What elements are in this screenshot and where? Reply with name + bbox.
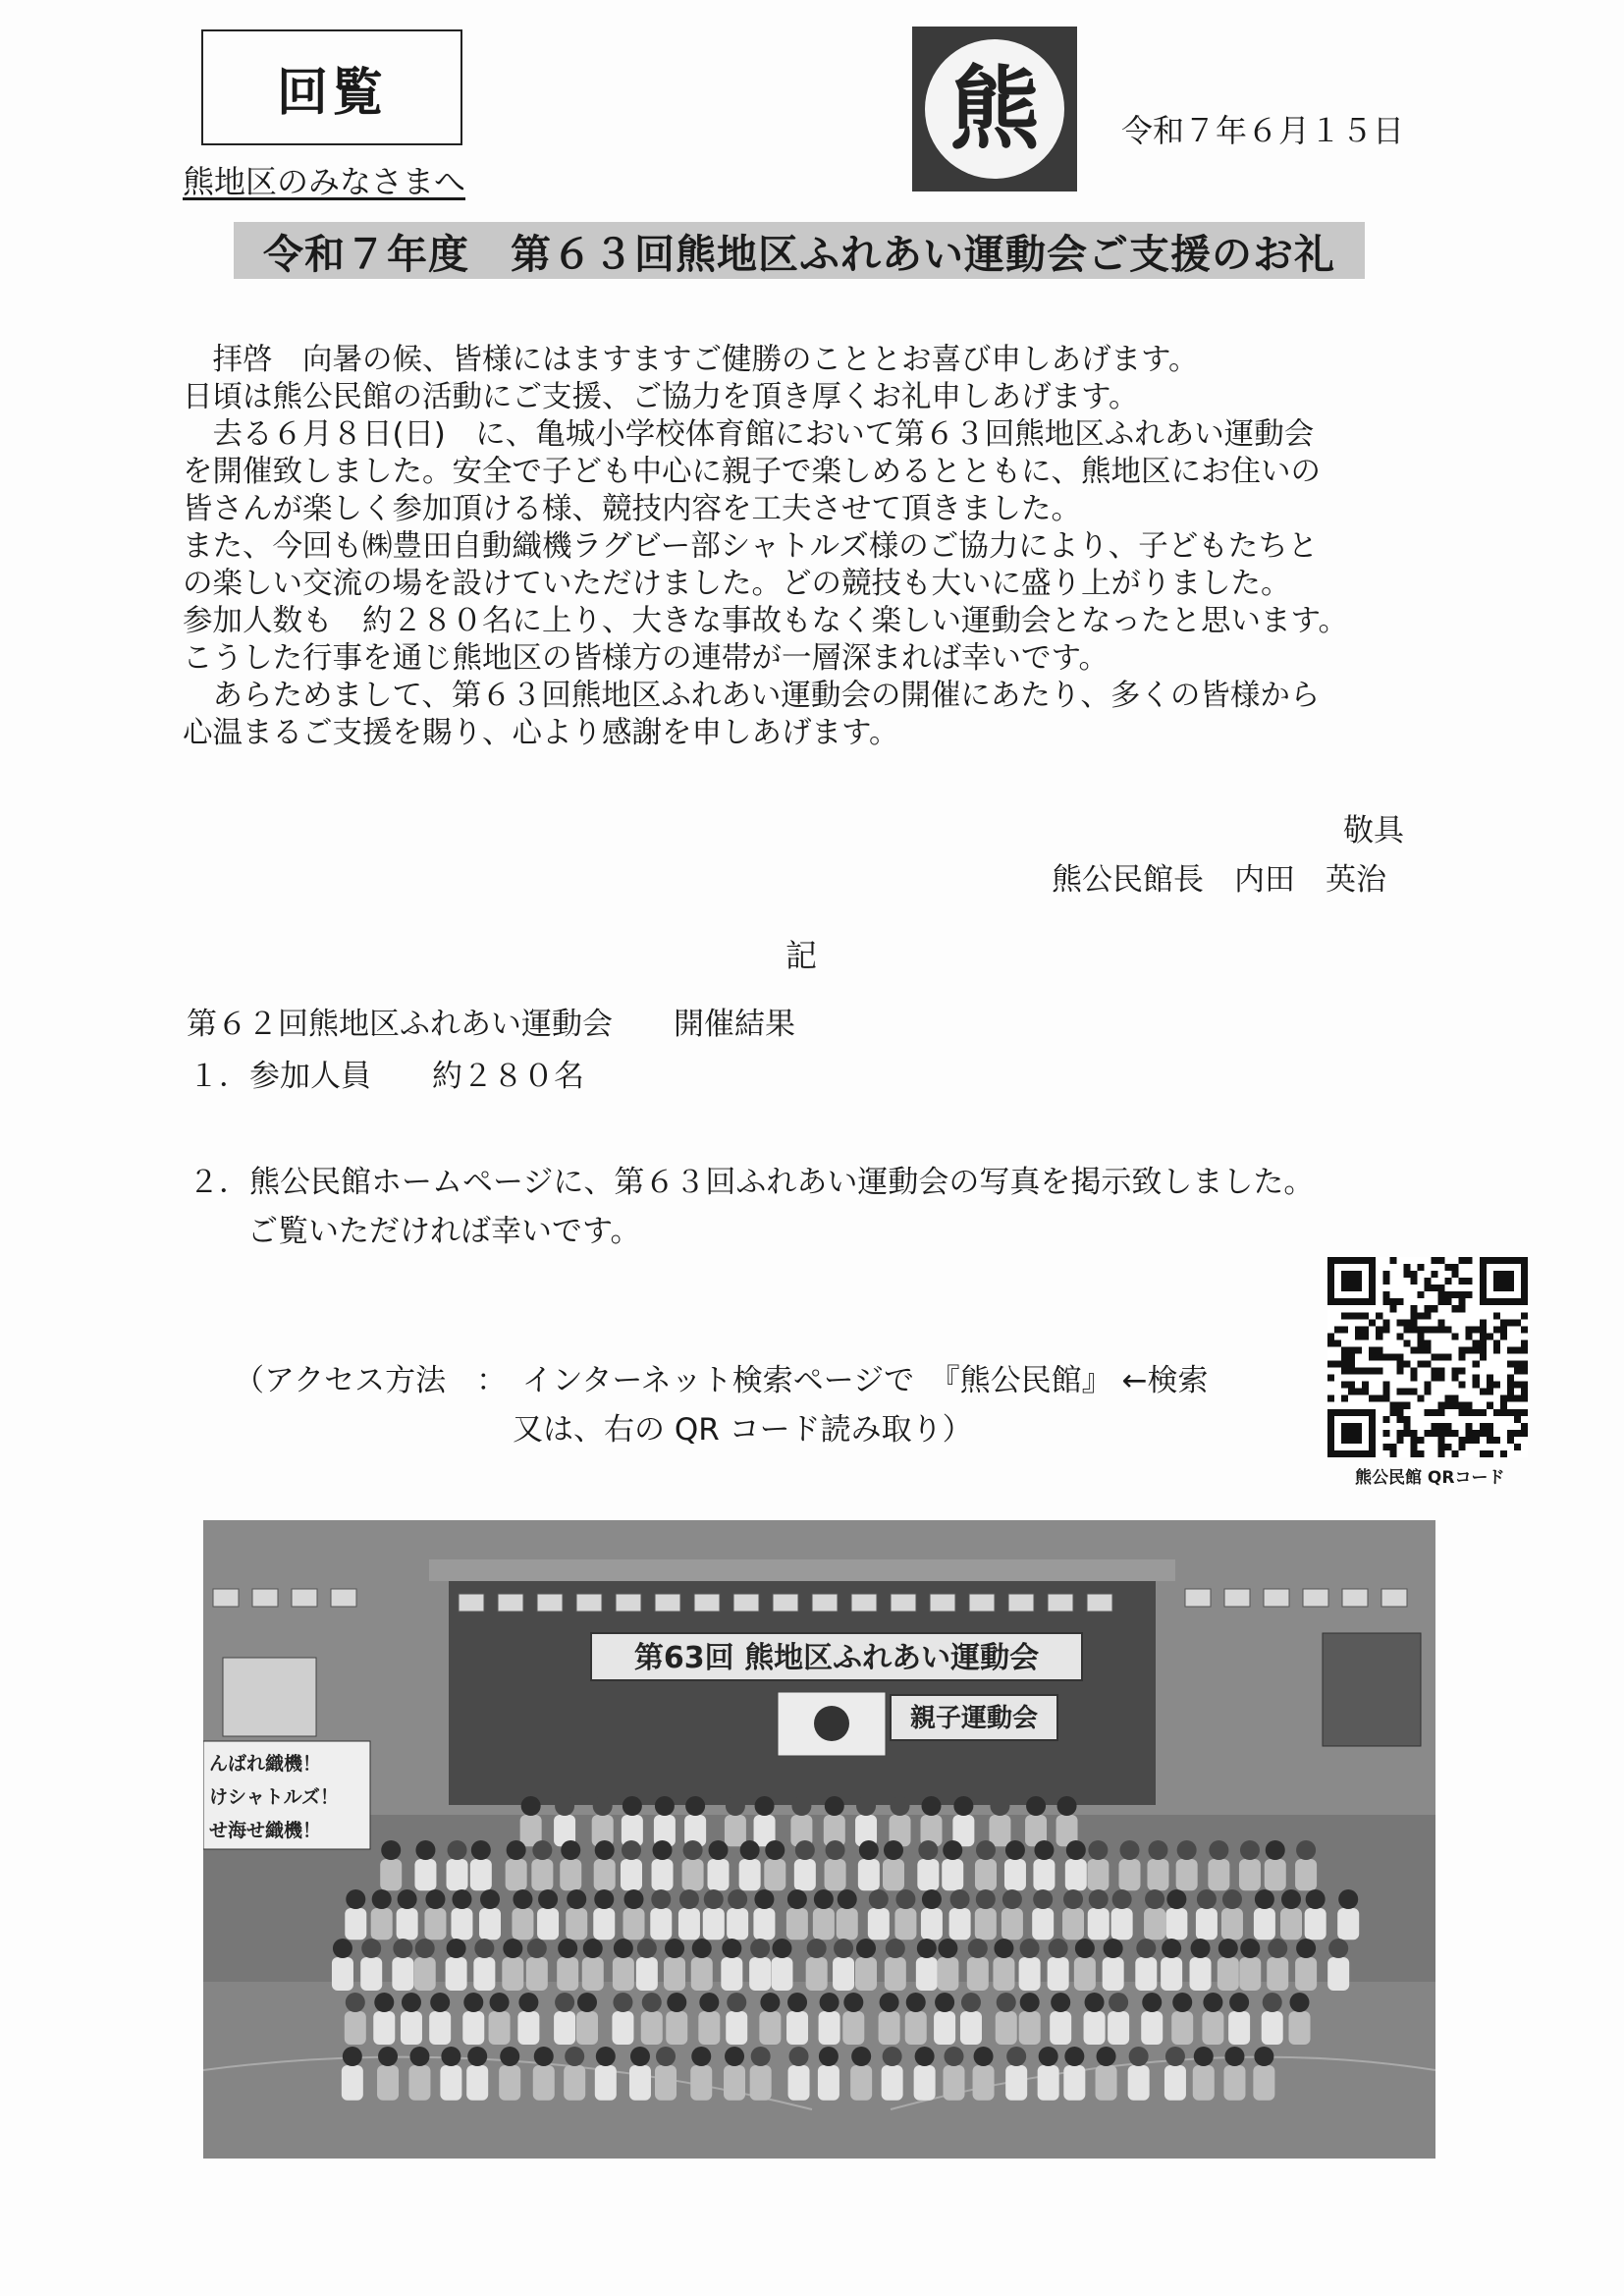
kumanokai-logo — [912, 27, 1077, 191]
qr-code-icon — [1327, 1257, 1528, 1457]
body-line: 参加人数も 約２８０名に上り、大きな事故もなく楽しい運動会となったと思います。 — [183, 604, 1349, 638]
body-line: の楽しい交流の場を設けていただけました。どの競技も大いに盛り上がりました。 — [183, 567, 1291, 601]
qr-caption: 熊公民館 QRコード — [1355, 1468, 1505, 1488]
letter-body — [183, 342, 1449, 752]
sign-line: けシャトルズ！ — [209, 1786, 340, 1808]
body-line: 去る６月８日(日) に、亀城小学校体育館において第６３回熊地区ふれあい運動会 — [183, 417, 1315, 452]
body-line: 日頃は熊公民館の活動にご支援、ご協力を頂き厚くお礼申しあげます。 — [183, 380, 1139, 414]
result-item-participants: １．参加人員 約２８０名 — [189, 1059, 584, 1094]
sign-line: せ海せ織機！ — [209, 1820, 322, 1841]
access-method-line2: 又は、右の QR コード読み取り） — [513, 1412, 973, 1448]
closing-keigu: 敬具 — [1343, 813, 1404, 848]
qr-code[interactable] — [1327, 1257, 1528, 1461]
body-line: 拝啓 向暑の候、皆様にはますますご健勝のこととお喜び申しあげます。 — [183, 343, 1199, 377]
logo-character: 熊 — [925, 39, 1064, 179]
body-line: 心温まるご支援を賜り、心より感謝を申しあげます。 — [183, 716, 899, 750]
page-title: 令和７年度 第６３回熊地区ふれあい運動会ご支援のお礼 — [234, 222, 1365, 279]
sender-signature: 熊公民館長 内田 英治 — [1052, 862, 1386, 898]
banner-sub-text: 親子運動会 — [909, 1704, 1039, 1733]
document-date: 令和７年６月１５日 — [1121, 112, 1405, 149]
banner-main-text: 第63回 熊地区ふれあい運動会 — [633, 1641, 1040, 1675]
body-line: また、今回も㈱豊田自動織機ラグビー部シャトルズ様のご協力により、子どもたちと — [183, 529, 1319, 564]
addressee: 熊地区のみなさまへ — [183, 163, 466, 200]
record-heading: 記 — [785, 937, 818, 974]
body-line: 皆さんが楽しく参加頂ける様、競技内容を工夫させて頂きました。 — [183, 492, 1081, 526]
result-title: 第６２回熊地区ふれあい運動会 開催結果 — [187, 1007, 795, 1042]
group-photo-illustration — [203, 1520, 1435, 2159]
result-item-homepage: ２．熊公民館ホームページに、第６３回ふれあい運動会の写真を掲示致しました。 — [189, 1165, 1315, 1200]
access-method-line1: （アクセス方法 ： インターネット検索ページで 『熊公民館』 ←検索 — [234, 1363, 1209, 1398]
body-line: こうした行事を通じ熊地区の皆様方の連帯が一層深まれば幸いです。 — [183, 641, 1110, 676]
result-item-homepage-cont: ご覧いただければ幸いです。 — [247, 1214, 641, 1249]
event-group-photo — [203, 1520, 1435, 2159]
sign-line: んばれ織機！ — [209, 1753, 322, 1775]
body-line: あらためまして、第６３回熊地区ふれあい運動会の開催にあたり、多くの皆様から — [183, 679, 1321, 713]
circular-label: 回覧 — [201, 29, 462, 145]
body-line: を開催致しました。安全で子ども中心に親子で楽しめるとともに、熊地区にお住いの — [183, 455, 1321, 489]
